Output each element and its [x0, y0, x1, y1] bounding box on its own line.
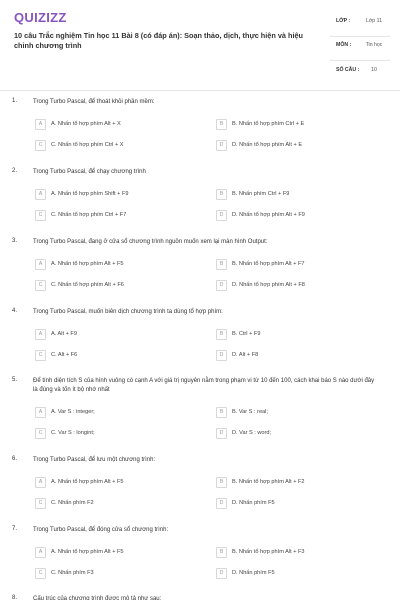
option-text: B. Nhấn tổ hợp phím Ctrl + E	[232, 121, 305, 127]
option-letter: B	[216, 259, 227, 270]
option-text: A. Nhấn tổ hợp phím Alt + X	[51, 121, 121, 127]
option-letter: C	[35, 498, 46, 509]
option-text: A. Nhấn tổ hợp phím Shift + F9	[51, 191, 129, 197]
option-letter: B	[216, 119, 227, 130]
meta-class-label: LỚP :	[336, 18, 351, 24]
page-header	[0, 0, 400, 91]
option-text: B. Ctrl + F9	[232, 331, 261, 337]
option-letter: C	[35, 350, 46, 361]
option-text: D. Nhấn phím F5	[232, 570, 275, 576]
option-text: D. Nhấn tổ hợp phím Alt + F9	[232, 212, 305, 218]
option-letter: A	[35, 119, 46, 130]
question-text: Trong Turbo Pascal, để đóng cửa sổ chương trình:	[33, 527, 169, 533]
option-letter: D	[216, 428, 227, 439]
option-letter: A	[35, 189, 46, 200]
option-letter: D	[216, 350, 227, 361]
option-letter: B	[216, 329, 227, 340]
question-text: Cấu trúc của chương trình được mô tả như sau:	[33, 596, 162, 600]
option-text: A. Nhấn tổ hợp phím Alt + F5	[51, 261, 124, 267]
option-text: D. Alt + F8	[232, 352, 259, 358]
option-text: D. Nhấn phím F5	[232, 500, 275, 506]
question-number: 3.	[12, 238, 18, 244]
meta-subject-label: MÔN :	[336, 42, 352, 48]
option-letter: B	[216, 407, 227, 418]
question-number: 1.	[12, 98, 18, 104]
option-text: A. Alt + F9	[51, 331, 77, 337]
meta-count-label: SỐ CÂU :	[336, 67, 360, 73]
option-letter: B	[216, 189, 227, 200]
option-text: D. Nhấn tổ hợp phím Alt + F8	[232, 282, 305, 288]
meta-subject-value: Tin học	[365, 42, 383, 48]
option-letter: C	[35, 280, 46, 291]
question-text: Trong Turbo Pascal, để lưu một chương trình:	[33, 457, 156, 463]
question-text: Trong Turbo Pascal, để chạy chương trình	[33, 169, 146, 175]
option-text: C. Nhấn tổ hợp phím Ctrl + X	[51, 142, 124, 148]
option-text: A. Var S : integer;	[51, 409, 95, 415]
option-letter: D	[216, 498, 227, 509]
option-letter: A	[35, 259, 46, 270]
option-text: B. Nhấn tổ hợp phím Alt + F7	[232, 261, 305, 267]
page-title: 10 câu Trắc nghiệm Tin học 11 Bài 8 (có đáp án): Soạn thảo, dịch, thực hiện và hiệu chỉnh chương trình	[14, 31, 303, 50]
option-text: B. Nhấn phím Ctrl + F9	[232, 191, 290, 197]
option-letter: C	[35, 210, 46, 221]
option-letter: D	[216, 280, 227, 291]
option-letter: B	[216, 477, 227, 488]
question-number: 4.	[12, 308, 18, 314]
option-text: B. Var S : real;	[232, 409, 268, 415]
meta-class-value: Lớp 11	[366, 18, 382, 24]
question-text: Trong Turbo Pascal, để thoát khỏi phần mềm:	[33, 99, 155, 105]
question-number: 6.	[12, 456, 18, 462]
option-letter: C	[35, 140, 46, 151]
meta-count-value: 10	[371, 67, 377, 73]
option-text: B. Nhấn tổ hợp phím Alt + F2	[232, 479, 305, 485]
question-number: 5.	[12, 377, 18, 383]
option-letter: D	[216, 568, 227, 579]
option-letter: B	[216, 547, 227, 558]
option-text: B. Nhấn tổ hợp phím Alt + F3	[232, 549, 305, 555]
option-letter: A	[35, 329, 46, 340]
option-letter: A	[35, 477, 46, 488]
quizizz-logo[interactable]: QUIZIZZ	[14, 10, 67, 25]
option-text: A. Nhấn tổ hợp phím Alt + F5	[51, 479, 124, 485]
option-text: C. Var S : longint;	[51, 430, 95, 436]
option-text: C. Nhấn tổ hợp phím Ctrl + F7	[51, 212, 127, 218]
meta-divider	[330, 60, 390, 61]
question-text: Để tính diện tích S của hình vuông có cạnh A với giá trị nguyên nằm trong phạm vi từ 10 đến 100, cách khai báo S nào dưới đây là đúng và tốn ít bộ nhớ nhất	[33, 378, 375, 393]
meta-divider	[330, 36, 390, 37]
question-number: 8.	[12, 595, 18, 600]
option-text: A. Nhấn tổ hợp phím Alt + F5	[51, 549, 124, 555]
option-letter: C	[35, 428, 46, 439]
option-text: D. Nhấn tổ hợp phím Alt + E	[232, 142, 303, 148]
option-text: C. Nhấn phím F3	[51, 570, 94, 576]
question-text: Trong Turbo Pascal, muốn biên dịch chương trình ta dùng tổ hợp phím:	[33, 309, 223, 315]
option-letter: D	[216, 210, 227, 221]
option-letter: A	[35, 547, 46, 558]
option-text: C. Nhấn tổ hợp phím Alt + F6	[51, 282, 124, 288]
question-text: Trong Turbo Pascal, đang ở cửa sổ chương trình nguồn muốn xem lại màn hình Output:	[33, 239, 268, 245]
question-number: 7.	[12, 526, 18, 532]
question-number: 2.	[12, 168, 18, 174]
option-text: C. Nhấn phím F2	[51, 500, 94, 506]
option-letter: C	[35, 568, 46, 579]
option-text: C. Alt + F6	[51, 352, 78, 358]
option-letter: D	[216, 140, 227, 151]
option-text: D. Var S : word;	[232, 430, 272, 436]
option-letter: A	[35, 407, 46, 418]
